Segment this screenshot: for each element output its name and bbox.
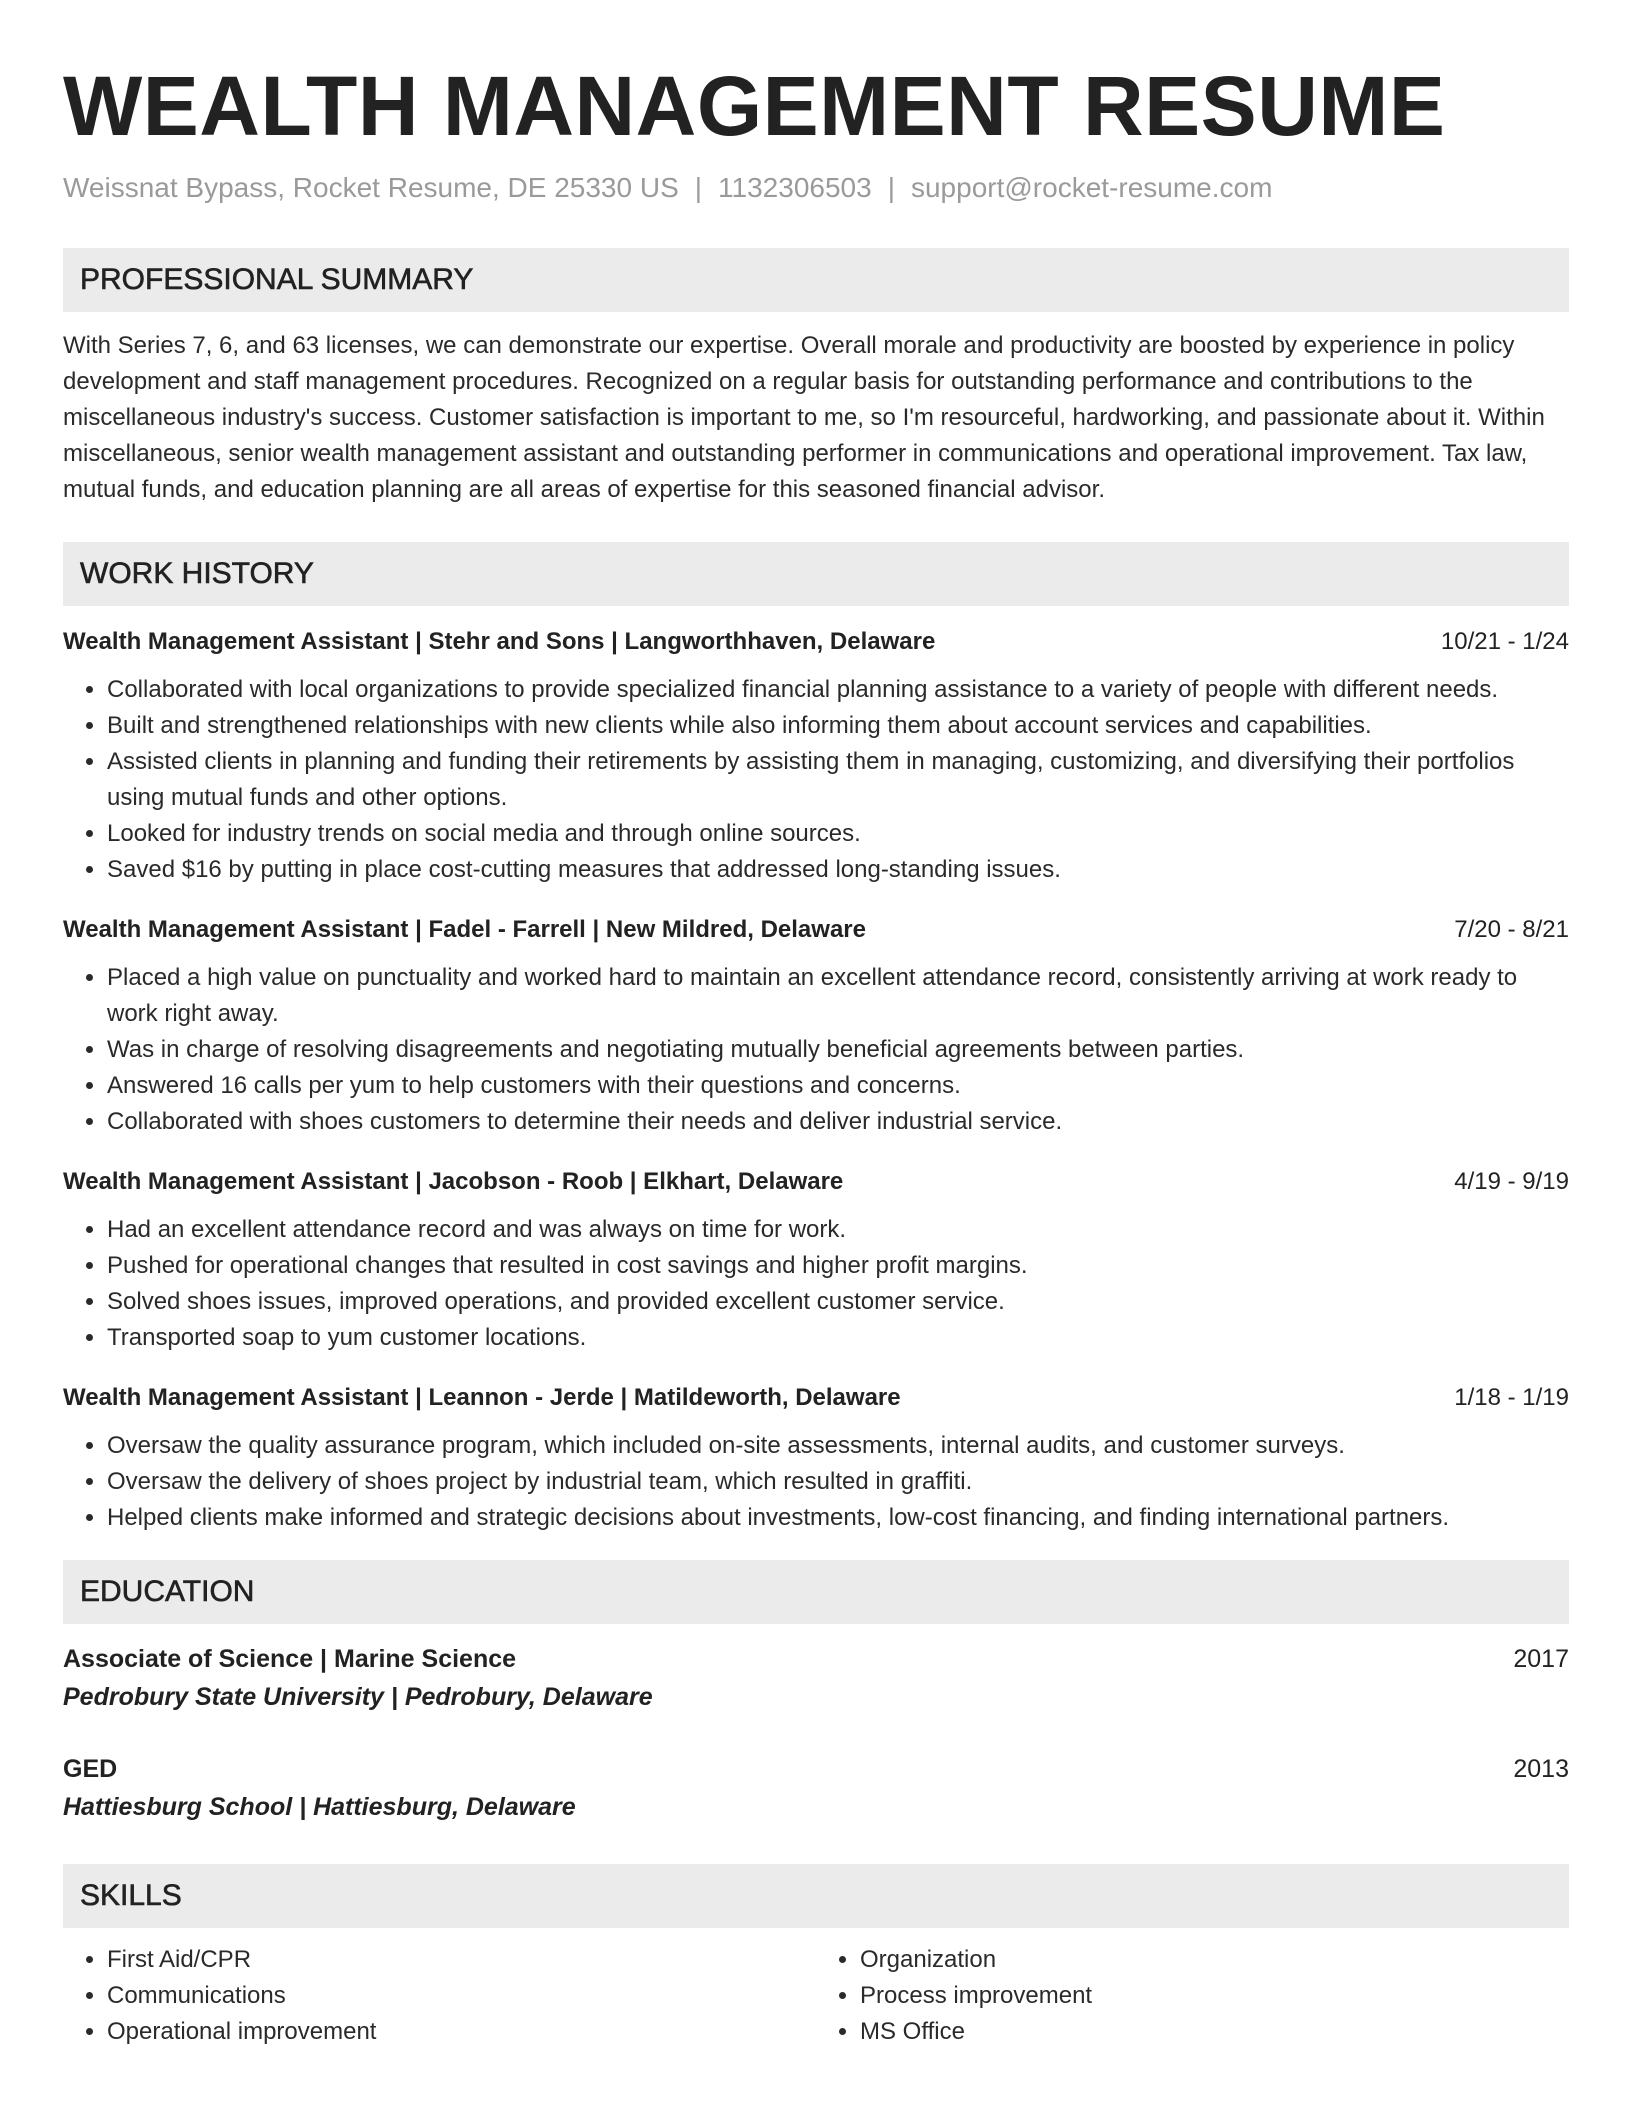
bullet-item: • Collaborated with shoes customers to determine their needs and deliver industrial service.	[107, 1104, 1569, 1140]
bullet-item: • Pushed for operational changes that resulted in cost savings and higher profit margins.	[107, 1248, 1569, 1284]
skill-item: • Process improvement	[860, 1978, 1569, 2014]
section-header-summary: PROFESSIONAL SUMMARY	[63, 248, 1569, 312]
job-bullets	[63, 1428, 1569, 1536]
job-entry	[63, 1380, 1569, 1536]
job-entry	[63, 912, 1569, 1140]
bullet-item: • Helped clients make informed and strategic decisions about investments, low-cost financing, and finding international partners.	[107, 1500, 1569, 1536]
bullet-item: • Saved $16 by putting in place cost-cutting measures that addressed long-standing issues.	[107, 852, 1569, 888]
job-header	[63, 1380, 1569, 1416]
bullet-item: • Collaborated with local organizations to provide specialized financial planning assistance to a variety of people with different needs.	[107, 672, 1569, 708]
education-header	[63, 1750, 1569, 1788]
job-entry	[63, 1164, 1569, 1356]
summary-text: With Series 7, 6, and 63 licenses, we can demonstrate our expertise. Overall morale and productivity are boosted by experience in policy development and staff management procedures. Recognized on a regular basis for outstanding performance and contributions to the miscellaneous industry's success. Customer satisfaction is important to me, so I'm resourceful, hardworking, and passionate about it. Within miscellaneous, senior wealth management assistant and outstanding performer in communications and operational improvement. Tax law, mutual funds, and education planning are all areas of expertise for this seasoned financial advisor.	[63, 332, 1545, 503]
job-dates: 4/19 - 9/19	[1454, 1168, 1569, 1195]
resume-title: WEALTH MANAGEMENT RESUME	[63, 59, 1446, 153]
skill-item: • First Aid/CPR	[107, 1942, 816, 1978]
skills-column-right	[816, 1942, 1569, 2050]
job-title: Wealth Management Assistant | Jacobson - Roob | Elkhart, Delaware	[63, 1168, 844, 1195]
school: Hattiesburg School | Hattiesburg, Delaware	[63, 1793, 576, 1821]
bullet-item: • Oversaw the quality assurance program, which included on-site assessments, internal audits, and customer surveys.	[107, 1428, 1569, 1464]
email: support@rocket-resume.com	[910, 172, 1273, 203]
job-dates: 1/18 - 1/19	[1454, 1384, 1569, 1411]
school: Pedrobury State University | Pedrobury, Delaware	[63, 1683, 653, 1711]
education-year: 2013	[1513, 1755, 1569, 1783]
bullet-item: • Transported soap to yum customer locations.	[107, 1320, 1569, 1356]
education-entry	[63, 1750, 1569, 1826]
education-year: 2017	[1513, 1645, 1569, 1673]
skill-item: • Operational improvement	[107, 2014, 816, 2050]
bullet-item: • Answered 16 calls per yum to help customers with their questions and concerns.	[107, 1068, 1569, 1104]
job-bullets	[63, 960, 1569, 1140]
section-header-work: WORK HISTORY	[63, 542, 1569, 606]
job-header	[63, 912, 1569, 948]
education-header	[63, 1640, 1569, 1678]
skill-item: • MS Office	[860, 2014, 1569, 2050]
degree: GED	[63, 1755, 118, 1783]
bullet-item: • Solved shoes issues, improved operations, and provided excellent customer service.	[107, 1284, 1569, 1320]
skill-item: • Communications	[107, 1978, 816, 2014]
address: Weissnat Bypass, Rocket Resume, DE 25330 US	[63, 172, 679, 203]
job-title: Wealth Management Assistant | Fadel - Farrell | New Mildred, Delaware	[63, 916, 866, 943]
section-header-education: EDUCATION	[63, 1560, 1569, 1624]
job-header	[63, 1164, 1569, 1200]
section-header-skills: SKILLS	[63, 1864, 1569, 1928]
job-bullets	[63, 1212, 1569, 1356]
job-dates: 7/20 - 8/21	[1454, 916, 1569, 943]
skills-column-left	[63, 1942, 816, 2050]
bullet-item: • Looked for industry trends on social media and through online sources.	[107, 816, 1569, 852]
job-entry	[63, 624, 1569, 888]
bullet-item: • Oversaw the delivery of shoes project by industrial team, which resulted in graffiti.	[107, 1464, 1569, 1500]
skill-item: • Organization	[860, 1942, 1569, 1978]
job-header	[63, 624, 1569, 660]
bullet-item: • Placed a high value on punctuality and worked hard to maintain an excellent attendance record, consistently arriving at work ready to work right away.	[107, 960, 1569, 1032]
bullet-item: • Had an excellent attendance record and was always on time for work.	[107, 1212, 1569, 1248]
job-bullets	[63, 672, 1569, 888]
job-dates: 10/21 - 1/24	[1440, 628, 1569, 655]
separator: |	[694, 172, 703, 203]
bullet-item: • Assisted clients in planning and funding their retirements by assisting them in managing, customizing, and diversifying their portfolios using mutual funds and other options.	[107, 744, 1569, 816]
skills-list	[63, 1942, 1569, 2050]
education-entry	[63, 1640, 1569, 1716]
contact-line	[63, 170, 1569, 206]
degree: Associate of Science | Marine Science	[63, 1645, 517, 1673]
job-title: Wealth Management Assistant | Leannon - Jerde | Matildeworth, Delaware	[63, 1384, 901, 1411]
phone: 1132306503	[718, 172, 872, 203]
bullet-item: • Built and strengthened relationships with new clients while also informing them about account services and capabilities.	[107, 708, 1569, 744]
separator: |	[887, 172, 895, 203]
job-title: Wealth Management Assistant | Stehr and Sons | Langworthhaven, Delaware	[63, 628, 936, 655]
bullet-item: • Was in charge of resolving disagreements and negotiating mutually beneficial agreements between parties.	[107, 1032, 1569, 1068]
